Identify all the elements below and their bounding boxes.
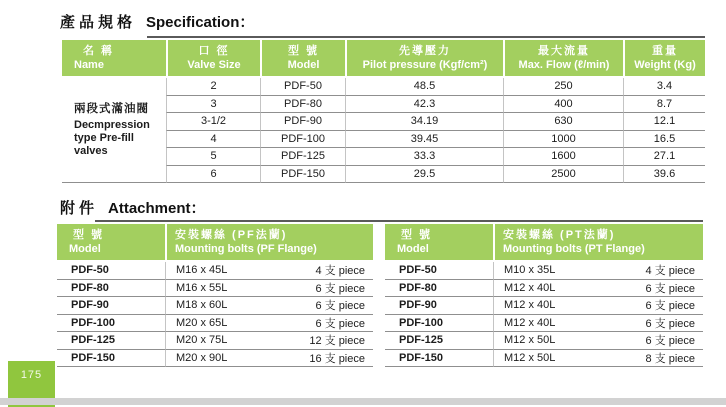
bolt-qty: 4 支 piece — [645, 265, 695, 278]
cell-model: PDF-80 — [385, 280, 493, 298]
table-row — [385, 262, 703, 280]
bolt-spec: M10 x 35L — [504, 264, 556, 277]
cell-model: PDF-90 — [57, 297, 165, 315]
col-header-valve-size: 口 徑 Valve Size — [166, 40, 260, 78]
cell-model: PDF-100 — [385, 315, 493, 333]
cell-model: PDF-150 — [385, 350, 493, 368]
table-row — [57, 350, 373, 368]
bolt-spec: M12 x 40L — [504, 299, 556, 312]
cell-pilot-pressure: 42.3 — [345, 96, 503, 114]
cell-max-flow: 2500 — [503, 166, 623, 184]
cell-pilot-pressure: 33.3 — [345, 148, 503, 166]
cell-bolt — [493, 297, 703, 315]
cell-bolt — [165, 332, 373, 350]
cell-bolt — [493, 315, 703, 333]
cell-weight: 3.4 — [623, 78, 705, 96]
spec-header-row — [62, 40, 705, 78]
cell-valve-size: 5 — [166, 148, 260, 166]
cell-bolt — [165, 280, 373, 298]
bolt-spec: M20 x 90L — [176, 351, 228, 364]
cell-valve-size: 3 — [166, 96, 260, 114]
pt-header-row — [385, 224, 703, 262]
cell-valve-size: 3-1/2 — [166, 113, 260, 131]
spec-section-title — [60, 11, 254, 32]
cell-model: PDF-125 — [260, 148, 345, 166]
table-row — [385, 297, 703, 315]
spec-title-underline — [147, 36, 705, 38]
col-header-model: 型 號 Model — [260, 40, 345, 78]
specification-table — [62, 40, 705, 183]
attachment-section-title — [60, 197, 206, 218]
cell-bolt — [165, 297, 373, 315]
cell-max-flow: 630 — [503, 113, 623, 131]
spec-title-cjk: 產品規格 — [60, 14, 137, 31]
cell-weight: 39.6 — [623, 166, 705, 184]
table-row — [57, 332, 373, 350]
bolt-spec: M12 x 50L — [504, 351, 556, 364]
cell-model: PDF-50 — [385, 262, 493, 280]
table-row — [385, 332, 703, 350]
table-row — [57, 315, 373, 333]
bolt-spec: M18 x 60L — [176, 299, 228, 312]
cell-model: PDF-90 — [385, 297, 493, 315]
bolt-spec: M20 x 75L — [176, 334, 228, 347]
table-row — [57, 262, 373, 280]
cell-model: PDF-150 — [57, 350, 165, 368]
bolt-spec: M16 x 45L — [176, 264, 228, 277]
product-name-cell: 兩段式滿油閥 Decmpression type Pre-fill valves — [62, 78, 166, 183]
table-row — [385, 315, 703, 333]
cell-bolt — [493, 350, 703, 368]
cell-max-flow: 400 — [503, 96, 623, 114]
bottom-divider-bar — [0, 398, 726, 405]
cell-bolt — [165, 262, 373, 280]
table-row — [385, 280, 703, 298]
bolt-qty: 6 支 piece — [645, 282, 695, 295]
cell-model: PDF-90 — [260, 113, 345, 131]
cell-model: PDF-50 — [57, 262, 165, 280]
col-header-mounting-bolts-pt: 安裝螺絲 (PT法蘭) Mounting bolts (PT Flange) — [493, 224, 703, 262]
cell-weight: 27.1 — [623, 148, 705, 166]
cell-model: PDF-150 — [260, 166, 345, 184]
col-header-name: 名 稱 Name — [62, 40, 166, 78]
bolt-qty: 6 支 piece — [315, 300, 365, 313]
bolt-qty: 4 支 piece — [315, 265, 365, 278]
spec-title-en: Specification： — [146, 14, 255, 31]
bolt-spec: M12 x 40L — [504, 316, 556, 329]
bolt-qty: 6 支 piece — [315, 282, 365, 295]
cell-pilot-pressure: 29.5 — [345, 166, 503, 184]
bolt-qty: 6 支 piece — [645, 335, 695, 348]
bolt-qty: 6 支 piece — [645, 317, 695, 330]
attachment-table-pt — [385, 224, 703, 367]
bolt-qty: 8 支 piece — [645, 352, 695, 365]
cell-pilot-pressure: 34.19 — [345, 113, 503, 131]
cell-max-flow: 1600 — [503, 148, 623, 166]
cell-model: PDF-125 — [57, 332, 165, 350]
bolt-spec: M16 x 55L — [176, 281, 228, 294]
table-row — [62, 78, 705, 96]
col-header-pilot-pressure: 先導壓力 Pilot pressure (Kgf/cm²) — [345, 40, 503, 78]
cell-max-flow: 1000 — [503, 131, 623, 149]
page-number: 175 — [20, 369, 43, 381]
col-header-mounting-bolts-pf: 安裝螺絲 (PF法蘭) Mounting bolts (PF Flange) — [165, 224, 373, 262]
pf-header-row — [57, 224, 373, 262]
col-header-max-flow: 最大流量 Max. Flow (ℓ/min) — [503, 40, 623, 78]
cell-model: PDF-100 — [57, 315, 165, 333]
cell-bolt — [165, 315, 373, 333]
cell-model: PDF-50 — [260, 78, 345, 96]
cell-model: PDF-125 — [385, 332, 493, 350]
bolt-spec: M12 x 50L — [504, 334, 556, 347]
cell-weight: 16.5 — [623, 131, 705, 149]
cell-weight: 8.7 — [623, 96, 705, 114]
attachment-title-en: Attachment： — [108, 200, 206, 217]
cell-bolt — [493, 280, 703, 298]
bolt-qty: 16 支 piece — [309, 352, 365, 365]
cell-valve-size: 2 — [166, 78, 260, 96]
col-header-weight: 重量 Weight (Kg) — [623, 40, 705, 78]
cell-weight: 12.1 — [623, 113, 705, 131]
bolt-spec: M20 x 65L — [176, 316, 228, 329]
table-row — [57, 297, 373, 315]
bolt-qty: 6 支 piece — [645, 300, 695, 313]
cell-pilot-pressure: 48.5 — [345, 78, 503, 96]
table-row — [385, 350, 703, 368]
cell-model: PDF-80 — [57, 280, 165, 298]
cell-model: PDF-100 — [260, 131, 345, 149]
bolt-spec: M12 x 40L — [504, 281, 556, 294]
bolt-qty: 12 支 piece — [309, 335, 365, 348]
attachment-title-underline — [95, 220, 703, 222]
cell-bolt — [493, 262, 703, 280]
col-header-model: 型 號 Model — [57, 224, 165, 262]
cell-valve-size: 6 — [166, 166, 260, 184]
col-header-model: 型 號 Model — [385, 224, 493, 262]
cell-pilot-pressure: 39.45 — [345, 131, 503, 149]
cell-valve-size: 4 — [166, 131, 260, 149]
attachment-title-cjk: 附件 — [60, 200, 99, 217]
cell-model: PDF-80 — [260, 96, 345, 114]
cell-bolt — [493, 332, 703, 350]
table-row — [57, 280, 373, 298]
attachment-table-pf — [57, 224, 373, 367]
cell-max-flow: 250 — [503, 78, 623, 96]
bolt-qty: 6 支 piece — [315, 317, 365, 330]
cell-bolt — [165, 350, 373, 368]
